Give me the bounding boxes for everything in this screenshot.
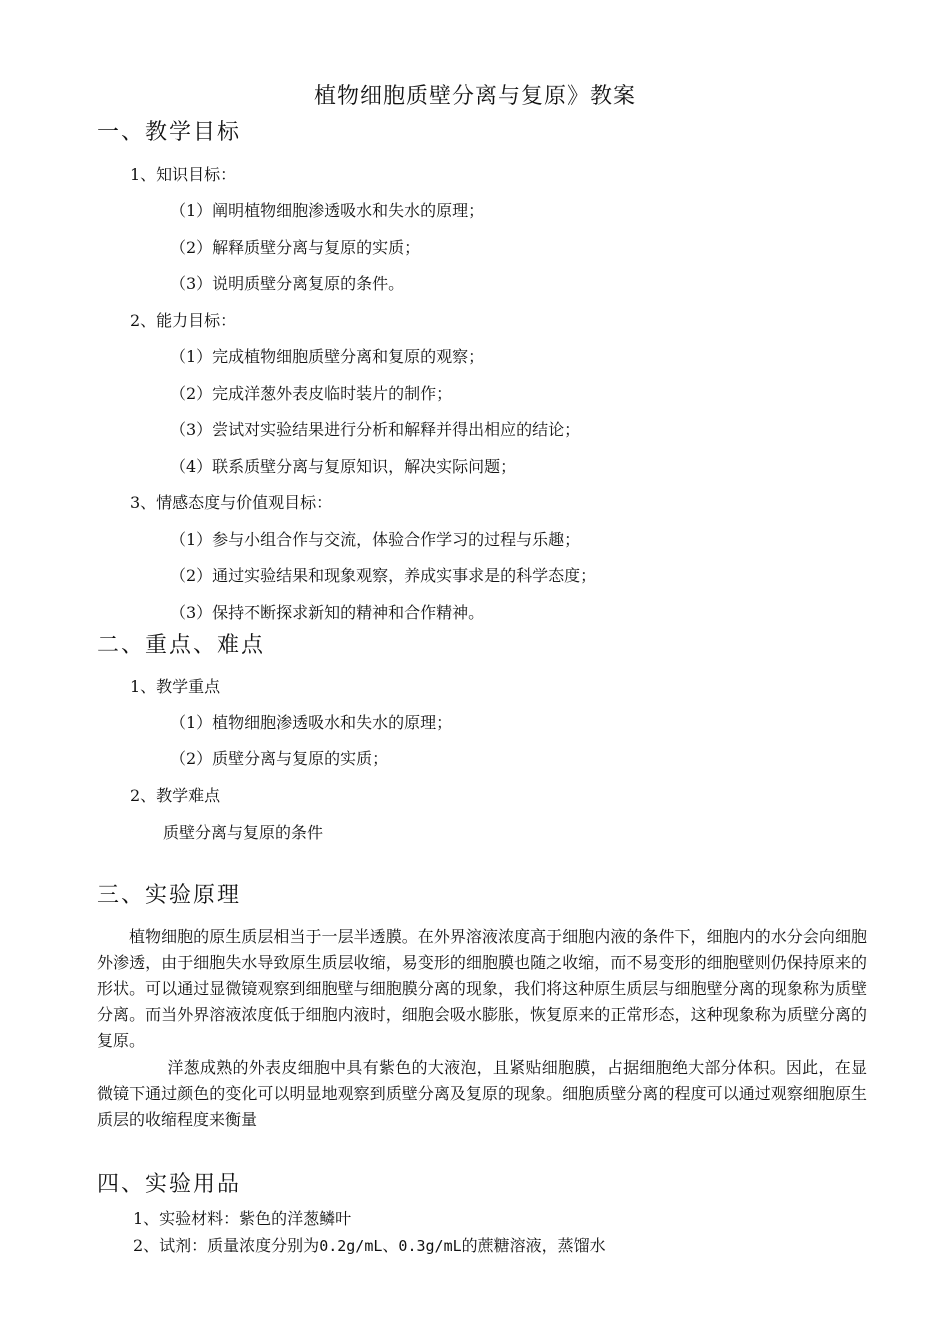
section-heading-key-points: 二、重点、难点 [97, 633, 266, 658]
reagents-suffix: 的蔗糖溶液，蒸馏水 [461, 1236, 606, 1255]
section-heading-teaching-goals: 一、教学目标 [97, 120, 242, 145]
list-item: （1）植物细胞渗透吸水和失水的原理； [170, 713, 453, 732]
list-item: （3）尝试对实验结果进行分析和解释并得出相应的结论； [170, 420, 581, 439]
difficulty-text: 质壁分离与复原的条件 [163, 823, 324, 842]
subheading-teaching-difficulty: 2、教学难点 [130, 786, 221, 805]
concentration-value: 0.3g/mL [398, 1237, 462, 1255]
list-item: （3）保持不断探求新知的精神和合作精神。 [170, 603, 485, 622]
list-item: （1）参与小组合作与交流，体验合作学习的过程与乐趣； [170, 530, 581, 549]
list-item: （3）说明质壁分离复原的条件。 [170, 274, 405, 293]
principle-paragraph-1: 植物细胞的原生质层相当于一层半透膜。在外界溶液浓度高于细胞内液的条件下，细胞内的水分会向细胞外渗透，由于细胞失水导致原生质层收缩，易变形的细胞膜也随之收缩，而不易变形的细胞壁则仍保持原来的形状。可以通过显微镜观察到细胞壁与细胞膜分离的现象，我们将这种原生质层与细胞壁分离的现象称为质壁分离。而当外界溶液浓度低于细胞内液时，细胞会吸水膨胀，恢复原来的正常形态，这种现象称为质壁分离的复原。 [97, 927, 867, 1050]
subheading-knowledge-goals: 1、知识目标： [130, 165, 237, 184]
subheading-ability-goals: 2、能力目标： [130, 311, 237, 330]
list-item: （1）完成植物细胞质壁分离和复原的观察； [170, 347, 485, 366]
list-item: （1）阐明植物细胞渗透吸水和失水的原理； [170, 201, 485, 220]
list-item: （2）解释质壁分离与复原的实质； [170, 238, 421, 257]
subheading-attitude-goals: 3、情感态度与价值观目标： [130, 493, 333, 512]
subheading-teaching-focus: 1、教学重点 [130, 677, 221, 696]
separator: 、 [382, 1236, 399, 1255]
principle-paragraph-2: 洋葱成熟的外表皮细胞中具有紫色的大液泡，且紧贴细胞膜，占据细胞绝大部分体积。因此，在显微镜下通过颜色的变化可以明显地观察到质壁分离及复原的现象。细胞质壁分离的程度可以通过观察细胞原生质层的收缩程度来衡量 [97, 1058, 867, 1129]
section-heading-materials: 四、实验用品 [97, 1172, 242, 1197]
list-item: （2）通过实验结果和现象观察，养成实事求是的科学态度； [170, 566, 597, 585]
section-heading-principle: 三、实验原理 [97, 883, 242, 908]
list-item: （2）质壁分离与复原的实质； [170, 749, 389, 768]
concentration-value: 0.2g/mL [319, 1237, 383, 1255]
reagents-prefix: 2、试剂：质量浓度分别为 [133, 1236, 320, 1255]
list-item: （4）联系质壁分离与复原知识，解决实际问题； [170, 457, 517, 476]
list-item: （2）完成洋葱外表皮临时装片的制作； [170, 384, 453, 403]
materials-item: 1、实验材料：紫色的洋葱鳞叶 [133, 1209, 352, 1228]
reagents-item [133, 1235, 606, 1257]
document-title: 植物细胞质壁分离与复原》教案 [313, 84, 636, 109]
